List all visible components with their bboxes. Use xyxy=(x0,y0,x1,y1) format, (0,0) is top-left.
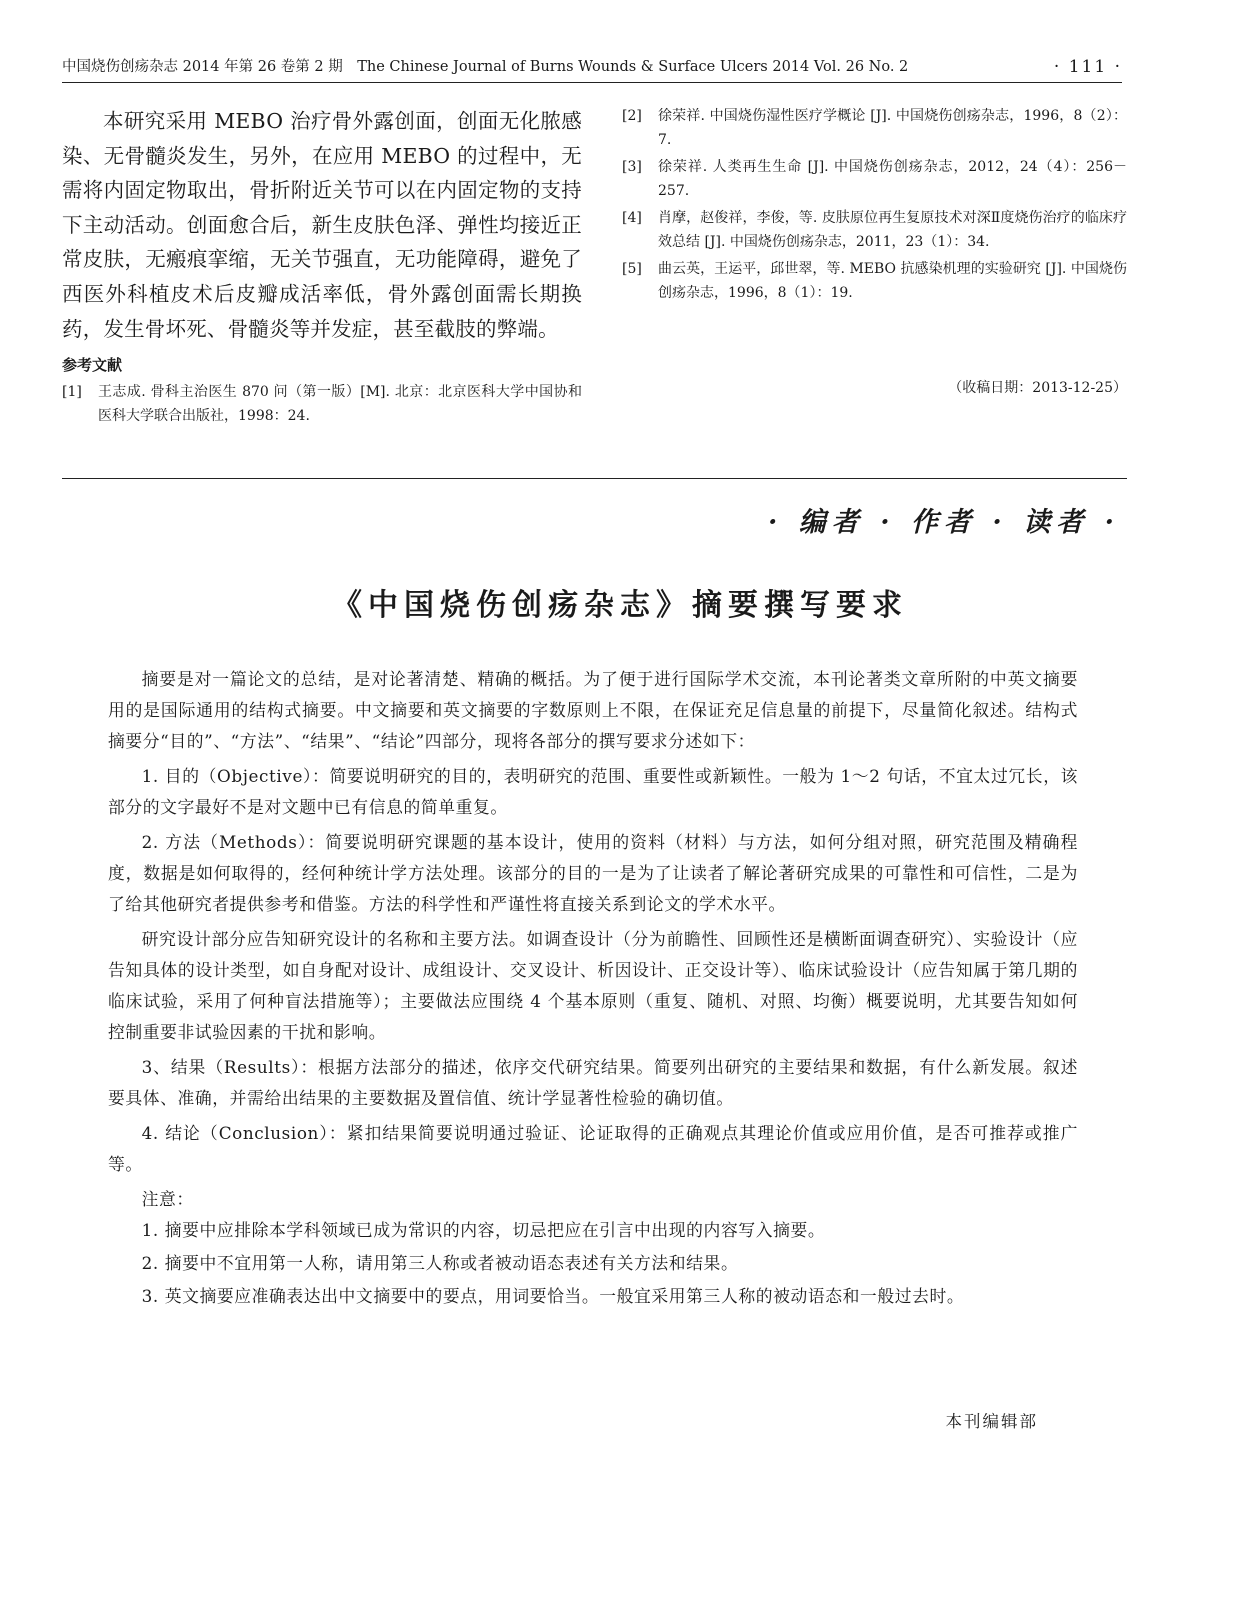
reference-item xyxy=(622,104,1127,152)
reference-item xyxy=(62,380,582,428)
section-divider xyxy=(62,478,1127,479)
reference-number: [1] xyxy=(62,384,82,401)
reference-number: [2] xyxy=(622,108,642,124)
reference-text: 王志成. 骨科主治医生 870 问（第一版）[M]. 北京：北京医科大学中国协和医科大学联合出版社，1998：24. xyxy=(98,384,582,425)
reference-item xyxy=(622,206,1127,254)
body-paragraph: 本研究采用 MEBO 治疗骨外露创面，创面无化脓感染、无骨髓炎发生，另外，在应用 MEBO 的过程中，无需将内固定物取出，骨折附近关节可以在内固定物的支持下主动活动。创面愈合后，新生皮肤色泽、弹性均接近正常皮肤，无瘢痕挛缩，无关节强直，无功能障碍，避免了西医外科植皮术后皮瓣成活率低，骨外露创面需长期换药，发生骨坏死、骨髓炎等并发症，甚至截肢的弊端。 xyxy=(62,109,582,341)
note-item: 2. 摘要中不宜用第一人称，请用第三人称或者被动语态表述有关方法和结果。 xyxy=(141,1253,739,1273)
notice-paragraph: 摘要是对一篇论文的总结，是对论著清楚、精确的概括。为了便于进行国际学术交流，本刊论著类文章所附的中英文摘要用的是国际通用的结构式摘要。中文摘要和英文摘要的字数原则上不限，在保证充足信息量的前提下，尽量简化叙述。结构式摘要分“目的”、“方法”、“结果”、“结论”四部分，现将各部分的撰写要求分述如下： xyxy=(108,669,1078,751)
reference-text: 曲云英，王运平，邱世翠，等. MEBO 抗感染机理的实验研究 [J]. 中国烧伤创疡杂志，1996，8（1）：19. xyxy=(658,261,1127,301)
page-number: · 111 · xyxy=(1053,57,1122,77)
reference-item xyxy=(622,257,1127,305)
note-label: 注意： xyxy=(141,1189,194,1209)
received-date: （收稿日期：2013-12-25） xyxy=(948,380,1127,396)
reference-text: 徐荣祥. 中国烧伤湿性医疗学概论 [J]. 中国烧伤创疡杂志，1996，8（2）：7. xyxy=(658,108,1127,148)
notice-paragraph: 3、结果（Results）：根据方法部分的描述，依序交代研究结果。简要列出研究的主要结果和数据，有什么新发展。叙述要具体、准确，并需给出结果的主要数据及置信值、统计学显著性检验的确切值。 xyxy=(108,1057,1078,1108)
reference-item xyxy=(622,155,1127,203)
right-column xyxy=(622,104,1127,396)
reference-text: 徐荣祥. 人类再生生命 [J]. 中国烧伤创疡杂志，2012，24（4）：256－257. xyxy=(658,159,1127,199)
left-column xyxy=(62,104,582,431)
reference-number: [5] xyxy=(622,261,642,277)
reference-number: [3] xyxy=(622,159,642,175)
article-title: 《中国烧伤创疡杂志》摘要撰写要求 xyxy=(332,588,908,623)
journal-running-head: 中国烧伤创疡杂志 2014 年第 26 卷第 2 期 The Chinese Journal of Burns Wounds & Surface Ulcers 2014 Vol. 26 No. 2 xyxy=(62,59,909,75)
notice-paragraph: 2. 方法（Methods）：简要说明研究课题的基本设计，使用的资料（材料）与方法，如何分组对照，研究范围及精确程度，数据是如何取得的，经何种统计学方法处理。该部分的目的一是为了让读者了解论著研究成果的可靠性和可信性，二是为了给其他研究者提供参考和借鉴。方法的科学性和严谨性将直接关系到论文的学术水平。 xyxy=(108,832,1078,914)
reference-number: [4] xyxy=(622,210,642,226)
notice-body xyxy=(108,664,1078,1314)
running-header xyxy=(62,56,1122,83)
section-tag: · 编者 · 作者 · 读者 · xyxy=(768,507,1120,538)
note-item: 3. 英文摘要应准确表达出中文摘要中的要点，用词要恰当。一般宜采用第三人称的被动语态和一般过去时。 xyxy=(141,1286,965,1306)
editorial-signature: 本刊编辑部 xyxy=(945,1412,1038,1431)
note-item: 1. 摘要中应排除本学科领域已成为常识的内容，切忌把应在引言中出现的内容写入摘要。 xyxy=(141,1220,826,1240)
notice-paragraph: 4. 结论（Conclusion）：紧扣结果简要说明通过验证、论证取得的正确观点其理论价值或应用价值，是否可推荐或推广等。 xyxy=(108,1123,1078,1174)
reference-text: 肖摩，赵俊祥，李俊，等. 皮肤原位再生复原技术对深Ⅱ度烧伤治疗的临床疗效总结 [J]. 中国烧伤创疡杂志，2011，23（1）：34. xyxy=(658,210,1127,250)
notice-paragraph: 1. 目的（Objective）：简要说明研究的目的，表明研究的范围、重要性或新颖性。一般为 1～2 句话，不宜太过冗长，该部分的文字最好不是对文题中已有信息的简单重复。 xyxy=(108,766,1078,817)
notice-paragraph: 研究设计部分应告知研究设计的名称和主要方法。如调查设计（分为前瞻性、回顾性还是横断面调查研究）、实验设计（应告知具体的设计类型，如自身配对设计、成组设计、交叉设计、析因设计、正交设计等）、临床试验设计（应告知属于第几期的临床试验，采用了何种盲法措施等）；主要做法应围绕 4 个基本原则（重复、随机、对照、均衡）概要说明，尤其要告知如何控制重要非试验因素的干扰和影响。 xyxy=(108,929,1078,1042)
references-title: 参考文献 xyxy=(62,356,123,375)
